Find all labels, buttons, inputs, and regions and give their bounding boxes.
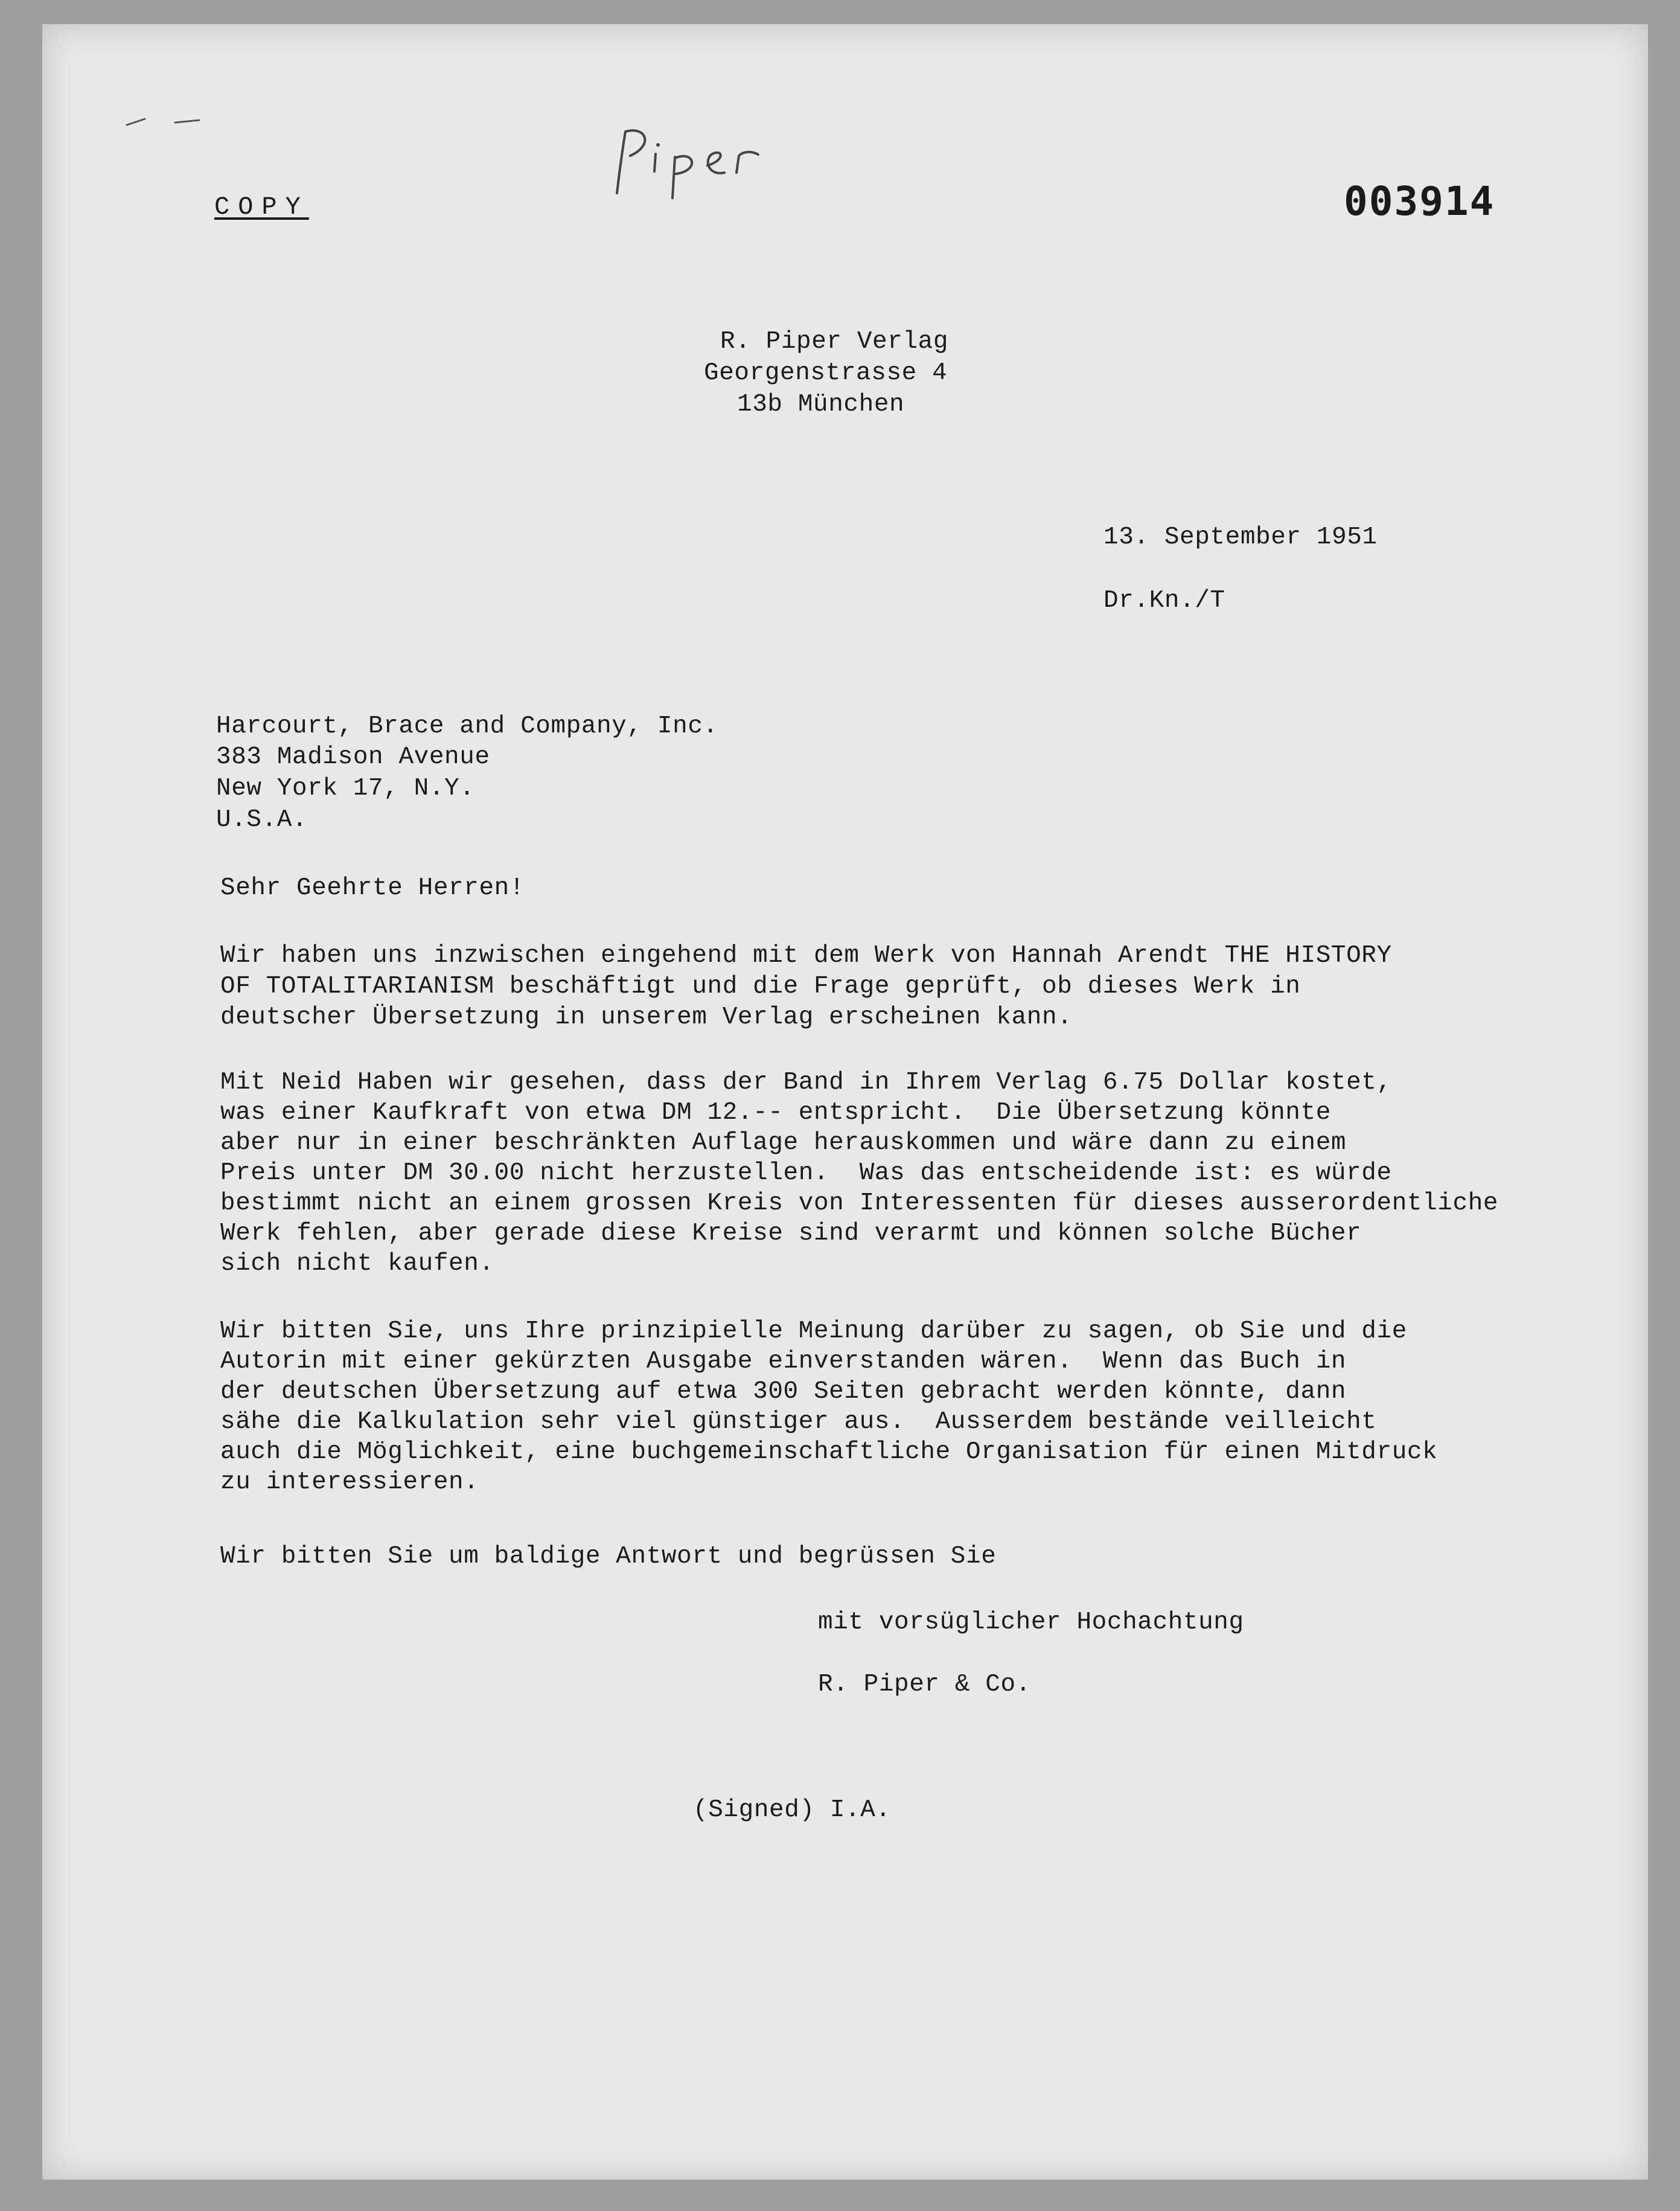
document-number: 003914 — [1344, 178, 1495, 225]
reference-code: Dr.Kn./T — [1103, 587, 1225, 615]
paragraph-2-line: was einer Kaufkraft von etwa DM 12.-- entspricht. Die Übersetzung könnte — [220, 1099, 1331, 1127]
paragraph-2-line: bestimmt nicht an einem grossen Kreis von Interessenten für dieses ausserordentliche — [220, 1189, 1499, 1217]
recipient-line: New York 17, N.Y. — [216, 775, 475, 802]
recipient-line: Harcourt, Brace and Company, Inc. — [216, 712, 718, 740]
paragraph-2-line: Mit Neid Haben wir gesehen, dass der Band in Ihrem Verlag 6.75 Dollar kostet, — [220, 1069, 1392, 1096]
closing-phrase: mit vorsüglicher Hochachtung — [818, 1608, 1244, 1636]
paragraph-1-line: Wir haben uns inzwischen eingehend mit dem Werk von Hannah Arendt THE HISTORY — [220, 942, 1392, 970]
paragraph-2-line: Preis unter DM 30.00 nicht herzustellen. Was das entscheidende ist: es würde — [220, 1159, 1392, 1187]
sender-street: Georgenstrasse 4 — [704, 359, 948, 387]
paragraph-1-line: deutscher Übersetzung in unserem Verlag erscheinen kann. — [220, 1003, 1073, 1031]
sender-name: R. Piper Verlag — [720, 328, 949, 356]
paragraph-3-line: Wir bitten Sie, uns Ihre prinzipielle Meinung darüber zu sagen, ob Sie und die — [220, 1317, 1407, 1345]
paragraph-3-line: sähe die Kalkulation sehr viel günstiger aus. Ausserdem bestände veilleicht — [220, 1408, 1377, 1436]
paragraph-3-line: auch die Möglichkeit, eine buchgemeinschaftliche Organisation für einen Mitdruck — [220, 1438, 1438, 1466]
paragraph-2-line: sich nicht kaufen. — [220, 1250, 494, 1278]
paragraph-2-line: aber nur in einer beschränkten Auflage herauskommen und wäre dann zu einem — [220, 1129, 1347, 1157]
letter-date: 13. September 1951 — [1103, 523, 1378, 551]
pencil-mark — [121, 112, 211, 130]
sender-city: 13b München — [737, 391, 905, 418]
recipient-line: 383 Madison Avenue — [216, 743, 490, 771]
recipient-line: U.S.A. — [216, 806, 308, 834]
paragraph-3-line: zu interessieren. — [220, 1468, 479, 1496]
handwritten-note-piper — [604, 121, 785, 205]
closing-company: R. Piper & Co. — [818, 1671, 1031, 1698]
salutation: Sehr Geehrte Herren! — [220, 874, 525, 902]
signature-line: (Signed) I.A. — [693, 1796, 891, 1824]
paragraph-3-line: Autorin mit einer gekürzten Ausgabe einverstanden wären. Wenn das Buch in — [220, 1348, 1347, 1375]
paragraph-2-line: Werk fehlen, aber gerade diese Kreise sind verarmt und können solche Bücher — [220, 1220, 1362, 1247]
paragraph-3-line: der deutschen Übersetzung auf etwa 300 Seiten gebracht werden könnte, dann — [220, 1378, 1347, 1406]
paragraph-4: Wir bitten Sie um baldige Antwort und begrüssen Sie — [220, 1543, 997, 1570]
copy-label: COPY — [214, 193, 309, 222]
paragraph-1-line: OF TOTALITARIANISM beschäftigt und die Frage geprüft, ob dieses Werk in — [220, 973, 1301, 1000]
